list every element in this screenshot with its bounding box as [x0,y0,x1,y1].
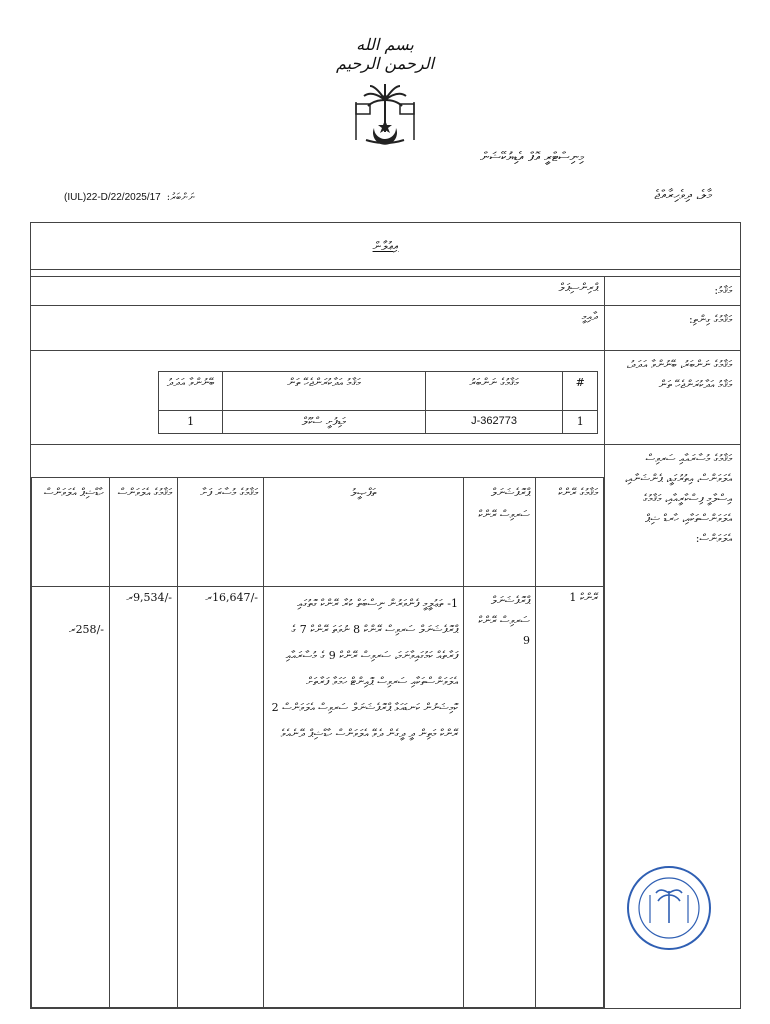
post-table-row [159,411,598,434]
office-location: މާލެ، ދިވެހިރާއްޖެ [654,188,712,203]
salary-section-cell [31,445,605,1009]
reference-line [64,192,195,203]
salary-allowance-value: -/9,534ރ [110,587,178,1008]
post-table [158,371,598,434]
office-name: މިނިސްޓްރީ އޮފް އެޑިޔުކޭޝަން [480,150,584,165]
post-number: J-362773 [425,411,563,434]
post-table-header-count: ބޭނުންވާ އަދަދު [159,372,223,411]
salary-hardship-value: -/258ރ [32,587,110,1008]
reference-label: ނަންބަރު: [166,192,195,203]
document-title-cell [31,223,741,270]
salary-table [31,477,604,1008]
salary-salary-value: -/16,647ރ [178,587,264,1008]
post-section-label: މަޤާމުގެ ނަންބަރު، ބޭނުންވާ އަދަދު، މަޤާމު އަދާކުރަންޖެހޭ ތަން [605,351,741,445]
post-place: މަޑިފުށީ ސްކޫލް [223,411,425,434]
post-section-cell [31,351,605,445]
bismillah-calligraphy: بسم الله الرحمن الرحيم [335,35,435,73]
salary-rank: ރޭންކް 1 [536,587,604,1008]
reference-number: (IUL)22-D/22/2025/17 [64,192,161,203]
official-stamp [626,865,712,951]
salary-header-details: ތަފްޞީލު [264,478,464,587]
spacer-row [31,270,741,277]
post-table-header-index: # [563,372,598,411]
field-value-type: ދާއިމީ [31,306,605,351]
field-label-type: މަޤާމުގެ ގިންތި: [605,306,741,351]
salary-header-service: ޕްރޮފެޝަނަލް ސަރވިސް ރޭންކް [464,478,536,587]
salary-service-rank: ޕްރޮފެޝަނަލް ސަރވިސް ރޭންކް 9 [464,587,536,1008]
state-emblem-icon [342,82,428,148]
post-index: 1 [563,411,598,434]
field-label-post: މަޤާމު: [605,277,741,306]
salary-header-allowance: މަޤާމުގެ އެލަވަންސް [110,478,178,587]
post-count: 1 [159,411,223,434]
salary-header-hardship: ހާޑްޝިޕް އެލަވަންސް [32,478,110,587]
document-title: އިޢުލާން [372,238,399,253]
salary-header-salary: މަޤާމުގެ މުސާރަ ފަށާ [178,478,264,587]
salary-details-text: 1- ތަޢުލީމީ ފެންވަރުން ނިސްބަތް ކުރާ ރޭންކް ގޮތުގައި ޕްރޮފެޝަނަލް ސަރވިސް ރޭންކް 8 ނުވަތަ ރޭންކް 7 ގެ ފަރާތެއް ކަމުގައިވާނަމަ، ސަރވިސް ރޭންކް 9 ގެ މުސާރައާއި އެލަވަންސްތަކާއި ސަރވިސް ޕޮއިންޓް ހަމަވާ ފަރާތަށް ކޮމިޝަނުން ކަނޑައަޅާ ޕްރޮފެޝަނަލް ސަރވިސް އެލަވަންސް 2 ރޭންކް މަތިން ދީ ދީގެން ދެވޭ އެލަވަންސް ހާޑްޝިޕް ދޭނެއެވެ [264,587,464,1008]
post-table-header-post-no: މަޤާމުގެ ނަންބަރު [425,372,563,411]
salary-row [32,587,604,1008]
field-value-post: ޕްރިންސިޕަލް [31,277,605,306]
salary-header-rank: މަޤާމުގެ ރޭންކް [536,478,604,587]
post-table-header-place: މަޤާމު އަދާކުރަންޖެހޭ ތަން [223,372,425,411]
salary-section-label: މަޤާމުގެ މުސާރައާއި ސަރވިސް އެލަވަންސް، އިތުރުގަޑީ، ޕެންޝަނާއި، އިސްލާމީ ފިސްކާރީއާއި، މަޤާމުގެ އެލަވަންސްތަކާއި، ހާރޑް ޝިޕް އެލަވަންސް: [605,445,741,1009]
